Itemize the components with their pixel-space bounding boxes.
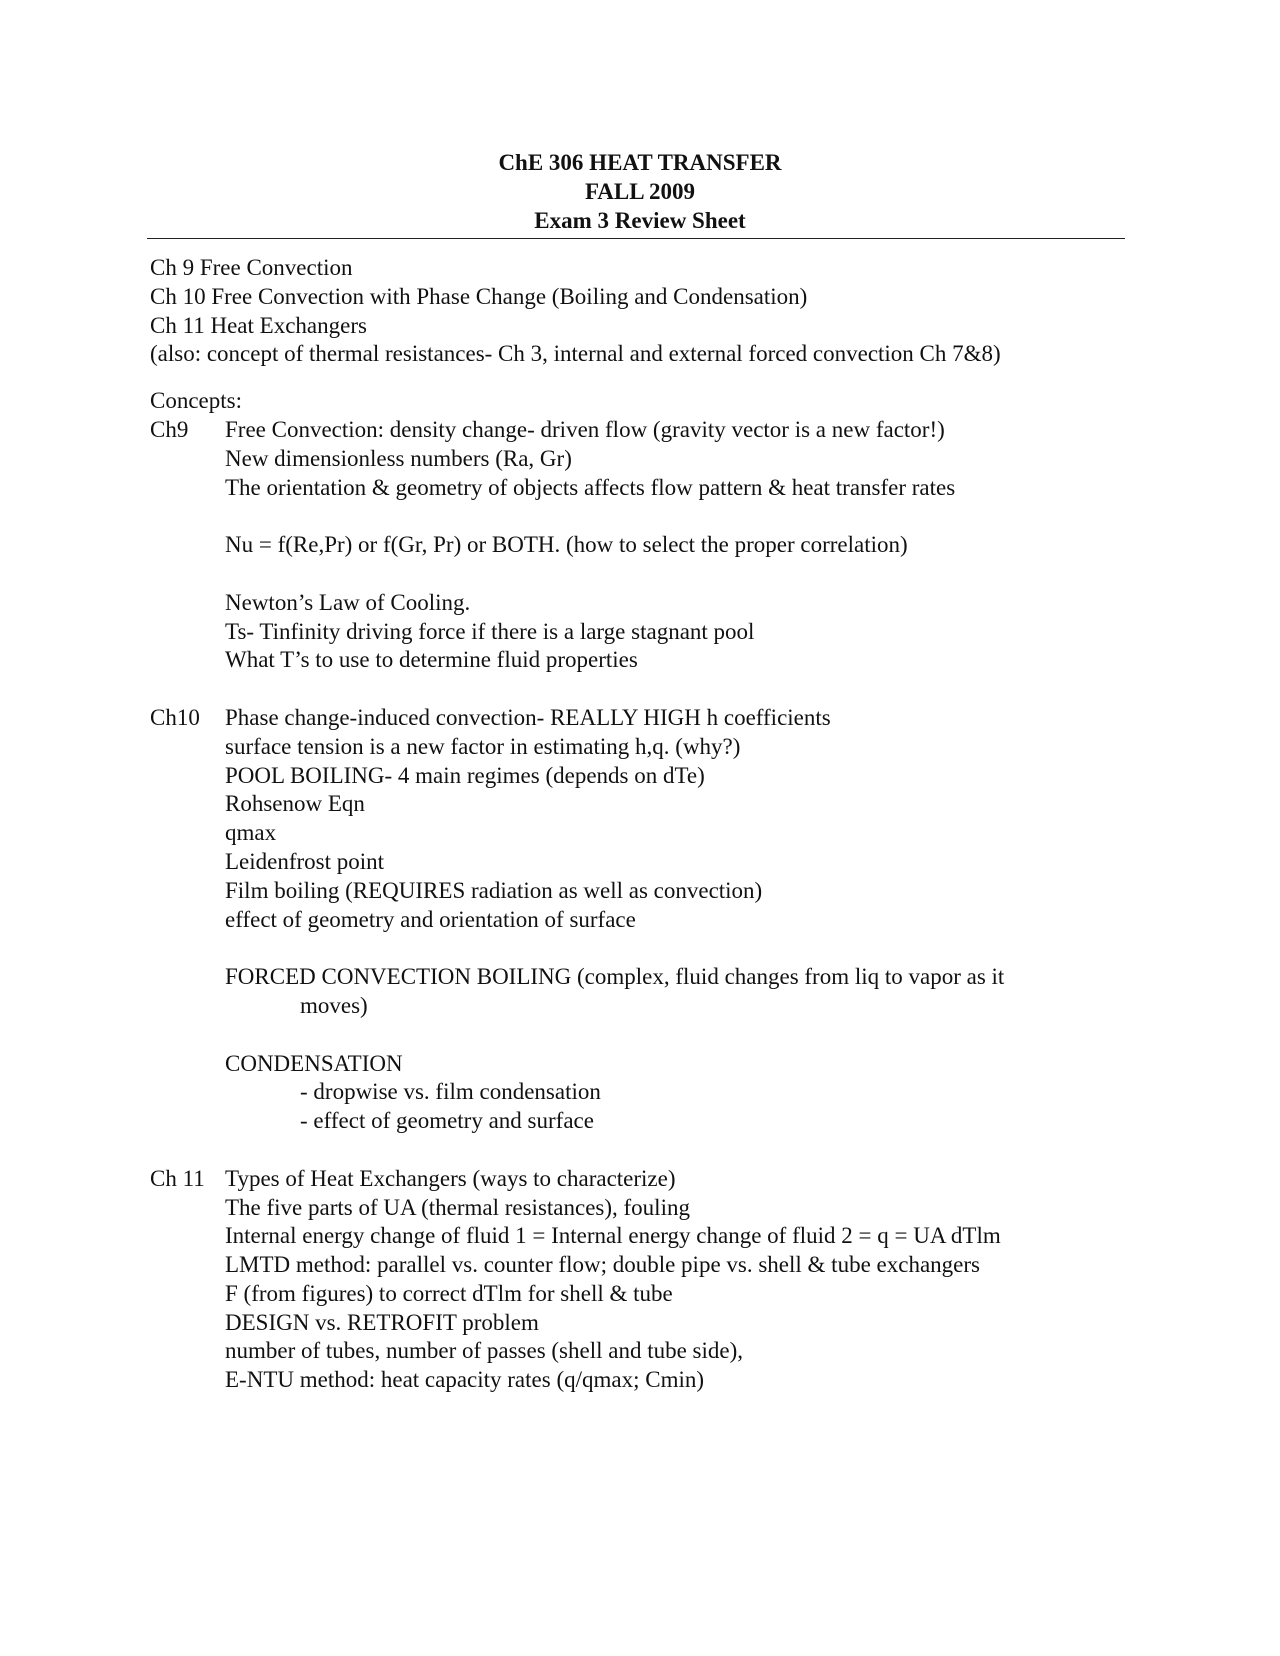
condensation-item: - effect of geometry and surface [300, 1108, 594, 1134]
chapter-item: Ch 9 Free Convection [150, 255, 353, 280]
chapter-item: Ch 10 Free Convection with Phase Change (Boiling and Condensation) [150, 283, 808, 309]
ch9-section [150, 416, 1150, 675]
ch11-line: DESIGN vs. RETROFIT problem [225, 1309, 539, 1335]
ch9-line: Nu = f(Re,Pr) or f(Gr, Pr) or BOTH. (how to select the proper correlation) [225, 532, 908, 558]
ch10-line: Rohsenow Eqn [225, 791, 365, 817]
ch11-label: Ch 11 [150, 1165, 205, 1191]
ch9-line: Newton’s Law of Cooling. [225, 589, 471, 615]
ch11-line: LMTD method: parallel vs. counter flow; double pipe vs. shell & tube exchangers [225, 1252, 980, 1278]
ch9-line: Free Convection: density change- driven flow (gravity vector is a new factor!) [225, 416, 945, 442]
ch9-line: Ts- Tinfinity driving force if there is a large stagnant pool [225, 618, 755, 644]
ch10-line: POOL BOILING- 4 main regimes (depends on dTe) [225, 762, 705, 788]
ch10-line: qmax [225, 820, 277, 846]
chapter-item: Ch 11 Heat Exchangers [150, 312, 367, 338]
ch10-line: effect of geometry and orientation of surface [225, 906, 636, 932]
chapter-list [150, 254, 1150, 369]
ch9-label: Ch9 [150, 416, 189, 442]
ch10-label: Ch10 [150, 704, 200, 730]
ch11-line: F (from figures) to correct dTlm for shell & tube [225, 1280, 673, 1306]
ch10-line: surface tension is a new factor in estimating h,q. (why?) [225, 733, 741, 759]
ch9-line: New dimensionless numbers (Ra, Gr) [225, 445, 572, 471]
ch11-line: Internal energy change of fluid 1 = Internal energy change of fluid 2 = q = UA dTlm [225, 1223, 1001, 1249]
condensation-title: CONDENSATION [225, 1050, 403, 1076]
header-divider [147, 238, 1125, 239]
ch10-line: Phase change-induced convection- REALLY HIGH h coefficients [225, 704, 831, 730]
document-header [0, 148, 1280, 235]
ch10-line: Leidenfrost point [225, 848, 385, 874]
ch9-line: What T’s to use to determine fluid properties [225, 647, 638, 673]
condensation-item: - dropwise vs. film condensation [300, 1079, 601, 1105]
ch11-section [150, 1165, 1150, 1395]
term: FALL 2009 [584, 179, 696, 204]
ch11-line: number of tubes, number of passes (shell and tube side), [225, 1338, 744, 1364]
course-title: ChE 306 HEAT TRANSFER [498, 150, 782, 175]
forced-convection-line: FORCED CONVECTION BOILING (complex, fluid changes from liq to vapor as it [225, 964, 1005, 990]
ch11-line: E-NTU method: heat capacity rates (q/qmax; Cmin) [225, 1367, 705, 1393]
concepts-label: Concepts: [150, 388, 242, 414]
chapter-item: (also: concept of thermal resistances- Ch 3, internal and external forced convection Ch 7&8) [150, 341, 1001, 367]
forced-convection-line: moves) [300, 992, 368, 1018]
ch11-line: The five parts of UA (thermal resistances), fouling [225, 1194, 690, 1220]
ch9-line: The orientation & geometry of objects affects flow pattern & heat transfer rates [225, 474, 956, 500]
document-body [150, 254, 1150, 1395]
ch10-line: Film boiling (REQUIRES radiation as well as convection) [225, 877, 763, 903]
ch11-line: Types of Heat Exchangers (ways to characterize) [225, 1165, 676, 1191]
sheet-title: Exam 3 Review Sheet [534, 208, 746, 233]
ch10-section [150, 704, 1150, 1136]
